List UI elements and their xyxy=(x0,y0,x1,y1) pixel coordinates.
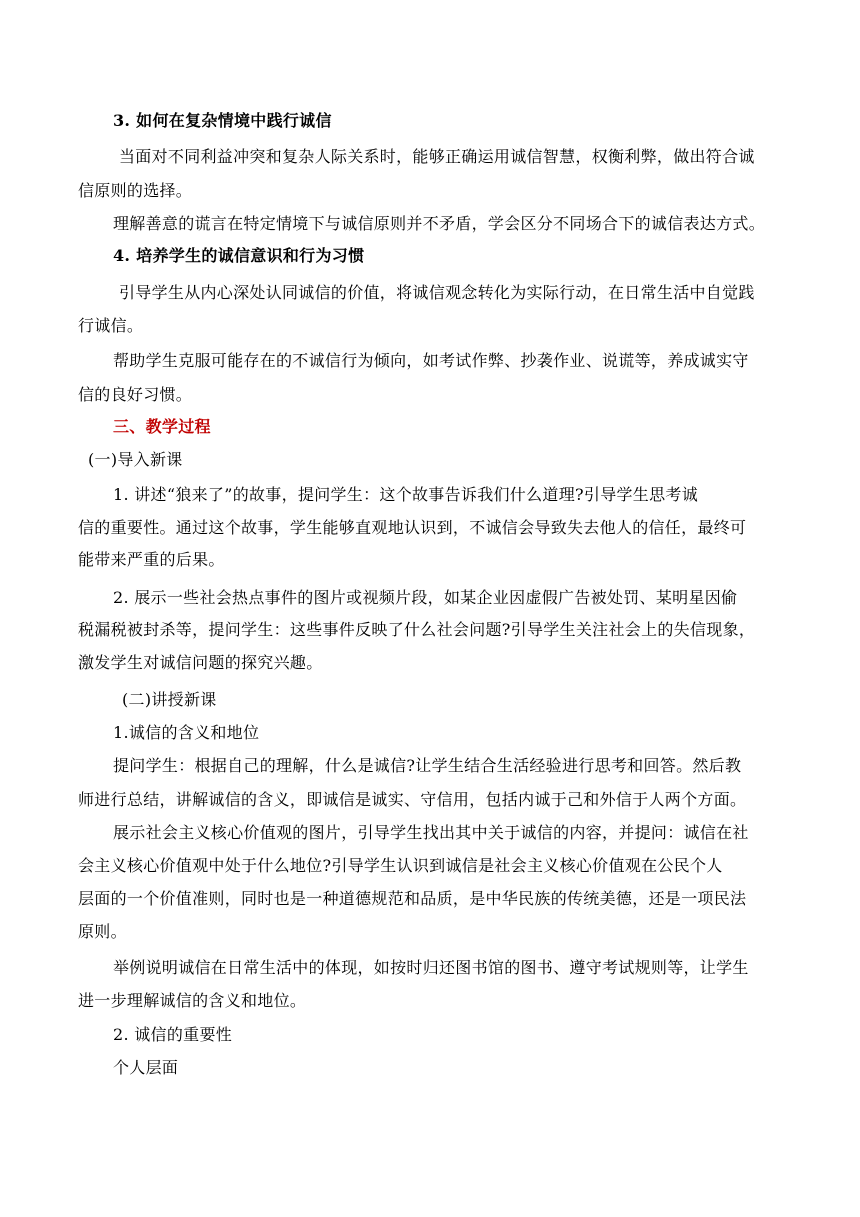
paragraph-line: 能带来严重的后果。 xyxy=(78,550,225,569)
heading-3: 3. 如何在复杂情境中践行诚信 xyxy=(113,111,332,130)
section-heading: 三、教学过程 xyxy=(113,417,211,436)
paragraph-line: 帮助学生克服可能存在的不诚信行为倾向，如考试作弊、抄袭作业、说谎等，养成诚实守 xyxy=(113,351,749,370)
paragraph-line: 税漏税被封杀等，提问学生：这些事件反映了什么社会问题?引导学生关注社会上的失信现象， xyxy=(78,620,756,639)
paragraph-line: 举例说明诚信在日常生活中的体现，如按时归还图书馆的图书、遵守考试规则等，让学生 xyxy=(113,958,749,977)
paragraph-line: 会主义核心价值观中处于什么地位?引导学生认识到诚信是社会主义核心价值观在公民个人 xyxy=(78,856,723,875)
paragraph-line: 行诚信。 xyxy=(78,316,144,335)
paragraph-line: 理解善意的谎言在特定情境下与诚信原则并不矛盾，学会区分不同场合下的诚信表达方式。 xyxy=(113,214,766,233)
paragraph-line: 1. 讲述“狼来了”的故事，提问学生：这个故事告诉我们什么道理?引导学生思考诚 xyxy=(113,485,698,504)
paragraph-line: 师进行总结，讲解诚信的含义，即诚信是诚实、守信用，包括内诚于己和外信于人两个方面。 xyxy=(78,790,747,809)
topic-heading: 2. 诚信的重要性 xyxy=(113,1025,233,1044)
subsection-heading: (二)讲授新课 xyxy=(122,690,217,709)
paragraph-line: 当面对不同利益冲突和复杂人际关系时，能够正确运用诚信智慧，权衡利弊，做出符合诚 xyxy=(119,147,755,166)
heading-4: 4. 培养学生的诚信意识和行为习惯 xyxy=(113,246,365,265)
paragraph-line: 原则。 xyxy=(78,922,127,941)
paragraph-line: 信的良好习惯。 xyxy=(78,385,193,404)
subsection-heading: (一)导入新课 xyxy=(88,450,183,469)
topic-heading: 1.诚信的含义和地位 xyxy=(113,723,260,742)
paragraph-line: 引导学生从内心深处认同诚信的价值，将诚信观念转化为实际行动，在日常生活中自觉践 xyxy=(119,283,755,302)
paragraph-line: 信原则的选择。 xyxy=(78,181,193,200)
paragraph-line: 提问学生：根据自己的理解，什么是诚信?让学生结合生活经验进行思考和回答。然后教 xyxy=(113,756,742,775)
paragraph-line: 2. 展示一些社会热点事件的图片或视频片段，如某企业因虚假广告被处罚、某明星因偷 xyxy=(113,588,738,607)
paragraph-line: 进一步理解诚信的含义和地位。 xyxy=(78,991,307,1010)
paragraph-line: 信的重要性。通过这个故事，学生能够直观地认识到，不诚信会导致失去他人的信任，最终可 xyxy=(78,518,747,537)
paragraph-line: 展示社会主义核心价值观的图片，引导学生找出其中关于诚信的内容，并提问：诚信在社 xyxy=(113,823,749,842)
paragraph-line: 激发学生对诚信问题的探究兴趣。 xyxy=(78,653,323,672)
paragraph-line: 层面的一个价值准则，同时也是一种道德规范和品质，是中华民族的传统美德，还是一项民法 xyxy=(78,889,747,908)
topic-subheading: 个人层面 xyxy=(113,1058,179,1077)
